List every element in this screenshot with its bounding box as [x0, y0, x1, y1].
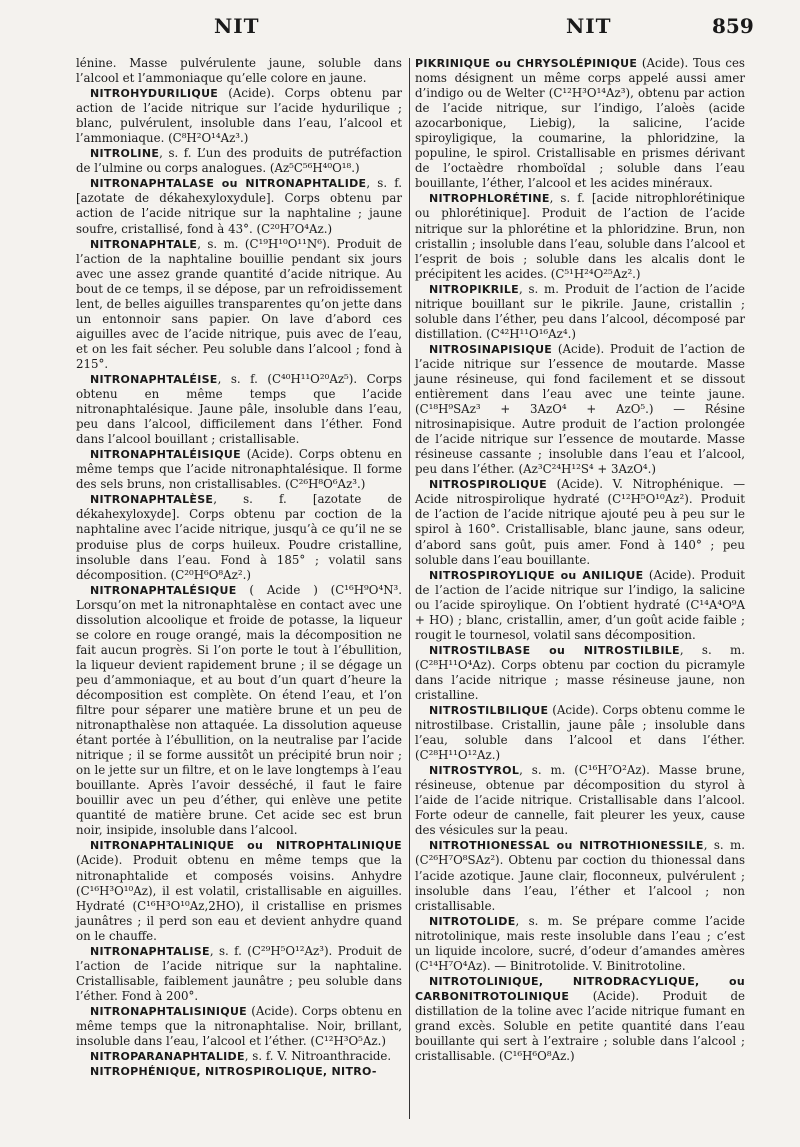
entry-definition: , s. m. Se prépare comme l’acide nitrotolinique, mais reste insoluble dans l’eau ; c’est un liquide incolore, sucré, d’odeur d’amandes amères (C¹⁴H⁷O⁴Az). — Binitrotolide. V. Binitrotoline. — [415, 913, 745, 973]
entry-definition: (Acide). Produit de distillation de la toline avec l’acide nitrique fumant en grand excès. Soluble en petite quantité dans l’eau bouillante qui sert à l’extraire ; soluble dans l’alcool ; cristallisable. (C¹⁶H⁶O⁸Az.) — [415, 988, 745, 1064]
dictionary-entry — [415, 838, 745, 913]
entry-definition: , s. f. L’un des produits de putréfaction de l’ulmine ou corps analogues. (Az⁵C⁵⁶H⁴⁰O¹⁸.) — [76, 146, 402, 176]
dictionary-entry — [415, 56, 745, 191]
entry-headword: NITROPIKRILE — [429, 282, 519, 296]
dictionary-entry — [76, 1049, 402, 1064]
entry-headword: NITROTOLIDE — [429, 914, 516, 928]
dictionary-entry — [76, 56, 402, 86]
entry-definition: (Acide). Tous ces noms désignent un même corps appelé aussi amer d’indigo ou de Welter (C¹²H³O¹⁴Az³), obtenu par action de l’acide nitrique, sur l’indigo, l’aloès (acide azocarbonique, Liebig), la salicine, l’acide spiroyligique, la coumarine, la phloridzine, la populine, le spirol. Cristallisable en prismes dérivant de l’octaèdre rhomboïdal ; soluble dans l’eau bouillante, l’éther, l’alcool et les acides minéraux. — [415, 56, 745, 191]
entry-definition: lénine. Masse pulvérulente jaune, soluble dans l’alcool et l’ammoniaque qu’elle colore en jaune. — [76, 56, 402, 86]
entry-headword: NITRONAPHTALÈSE — [90, 493, 214, 507]
dictionary-entry — [415, 342, 745, 477]
dictionary-entry — [76, 838, 402, 943]
left-column — [76, 56, 402, 1079]
entry-definition: , s. f. [acide nitrophlorétinique ou phlorétinique]. Produit de l’action de l’acide nitrique sur la phlorétine et la phloridzine. Brun, non cristallin ; insoluble dans l’eau, soluble dans l’alcool et l’esprit de bois ; soluble dans les alcalis dont le précipitent les acides. (C⁵¹H²⁴O²⁵Az².) — [415, 191, 745, 281]
entry-headword: NITRONAPHTALISINIQUE — [90, 1004, 247, 1018]
dictionary-entry — [415, 568, 745, 643]
dictionary-entry — [76, 1064, 402, 1079]
dictionary-entry — [415, 282, 745, 342]
entry-headword: NITROHYDURILIQUE — [90, 87, 219, 101]
entry-definition: , s. f. (C²⁹H⁵O¹²Az³). Produit de l’action de l’acide nitrique sur la naphtaline. Cristallisable, faiblement jaunâtre ; peu soluble dans l’éther. Fond à 200°. — [76, 943, 402, 1003]
entry-headword: NITROSTYROL — [429, 764, 520, 778]
entry-headword: NITROSPIROLIQUE — [429, 478, 547, 492]
dictionary-entry — [415, 191, 745, 281]
entry-definition: , s. f. (C⁴⁰H¹¹O²⁰Az⁵). Corps obtenu en même temps que l’acide nitronaphtalésique. Jaune pâle, insoluble dans l’eau, peu dans l’alcool, difficilement dans l’éther. Fond dans l’alcool bouillant ; cristallisable. — [76, 371, 402, 447]
entry-headword: NITRONAPHTALINIQUE ou NITROPHTALINIQUE — [90, 839, 402, 853]
dictionary-entry — [76, 146, 402, 176]
right-column — [415, 56, 745, 1064]
entry-headword: NITROLINE — [90, 147, 160, 161]
dictionary-entry — [415, 477, 745, 567]
entry-definition: ( Acide ) (C¹⁶H⁹O⁴N³. Lorsqu’on met la nitronaphtalèse en contact avec une dissolution alcoolique et froide de potasse, la liqueur se colore en rouge orangé, mais la décomposition ne fait aucun progrès. Si l’on porte le tout à l’ébullition, la liqueur devient rapidement brune ; il se dégage un peu d’ammoniaque, et au bout d’un quart d’heure la décomposition est complète. On étend l’eau, et l’on filtre pour séparer une matière brune et un peu de nitronapthalèse non attaquée. La dissolution aqueuse étant portée à l’ébullition, on la neutralise par l’acide nitrique ; il se forme aussitôt un précipité brun noir ; on le jette sur un filtre, et on le lave longtemps à l’eau bouillante. Après l’avoir desséché, il faut le faire bouillir avec un peu d’éther, qui enlève une petite quantité de matière brune. Cet acide sec est brun noir, insipide, insoluble dans l’alcool. — [76, 582, 402, 838]
entry-headword: NITRONAPHTALASE ou NITRONAPHTALIDE — [90, 177, 367, 191]
entry-headword: NITROSPIROYLIQUE ou ANILIQUE — [429, 568, 644, 582]
entry-definition: , s. f. [azotate de dékahexyloxydule]. Corps obtenu par action de l’acide nitrique sur la naphtaline ; jaune soufre, cristallisé, fond à 43°. (C²⁰H⁷O⁴Az.) — [76, 176, 402, 236]
dictionary-entry — [415, 974, 745, 1064]
entry-headword: NITROPARANAPHTALIDE — [90, 1050, 245, 1064]
entry-definition: , s. m. (C²⁸H¹¹O⁴Az). Corps obtenu par coction du picramyle dans l’acide nitrique ; masse résineuse jaune, non cristalline. — [415, 642, 745, 702]
entry-definition: (Acide). Corps obtenu par action de l’acide nitrique sur l’acide hydurilique ; blanc, pulvérulent, insoluble dans l’eau, l’alcool et l’ammoniaque. (C⁸H²O¹⁴Az³.) — [76, 86, 402, 146]
entry-definition: , s. m. (C¹⁶H⁷O²Az). Masse brune, résineuse, obtenue par décomposition du styrol à l’aide de l’acide nitrique. Cristallisable dans l’alcool. Forte odeur de cannelle, fait pleurer les yeux, cause des vésicules sur la peau. — [415, 763, 745, 838]
dictionary-entry — [415, 763, 745, 838]
entry-definition: (Acide). Corps obtenu comme le nitrostilbase. Cristallin, jaune pâle ; insoluble dans l’eau, soluble dans l’alcool et dans l’éther. (C²⁸H¹¹O¹²Az.) — [415, 703, 745, 763]
dictionary-entry — [76, 583, 402, 839]
entry-headword: NITRONAPHTALÉISIQUE — [90, 448, 241, 462]
entry-definition: (Acide). Corps obtenu en même temps que la nitronaphtalise. Noir, brillant, insoluble dans l’eau, l’alcool et l’éther. (C¹²H³O⁵Az.) — [76, 1003, 402, 1049]
page-number: 859 — [712, 14, 754, 38]
entry-headword: NITROPHLORÉTINE — [429, 192, 550, 206]
header-right-word: NIT — [566, 14, 612, 38]
entry-definition: (Acide). Corps obtenu en même temps que l’acide nitronaphtalésique. Il forme des sels bruns, non cristallisables. (C²⁶H⁸O⁶Az³.) — [76, 447, 402, 492]
entry-headword: NITRONAPHTALISE — [90, 944, 210, 958]
entry-definition: , s. f. V. Nitroanthracide. — [244, 1049, 392, 1064]
entry-definition: , s. m. (C¹⁹H¹⁰O¹¹N⁶). Produit de l’action de la naphtaline bouillie pendant six jours avec une assez grande quantité d’acide nitrique. Au bout de ce temps, il se dépose, par un refroidissement lent, de belles aiguilles transparentes qu’on jette dans un entonnoir sans papier. On lave d’abord ces aiguilles avec de l’acide nitrique, puis avec de l’eau, et on les fait sécher. Peu soluble dans l’alcool ; fond à 215°. — [76, 236, 402, 371]
dictionary-entry — [76, 176, 402, 236]
dictionary-entry — [76, 492, 402, 582]
entry-definition: , s. f. [azotate de dékahexyloxyde]. Corps obtenu par coction de la naphtaline avec l’acide nitrique, jusqu’à ce qu’il ne se produise plus de corps huileux. Poudre cristalline, insoluble dans l’eau. Fond à 185° ; volatil sans décomposition. (C²⁰H⁶O⁸Az².) — [76, 492, 402, 582]
entry-headword: PIKRINIQUE ou CHRYSOLÉPINIQUE — [415, 57, 638, 70]
entry-headword: NITROPHÉNIQUE, NITROSPIROLIQUE, NITRO- — [90, 1065, 377, 1079]
entry-headword: NITROTOLINIQUE, NITRODRACYLIQUE, ou CARBONITROTOLINIQUE — [415, 974, 745, 1003]
header-left-word: NIT — [214, 14, 260, 38]
dictionary-entry — [76, 372, 402, 447]
entry-definition: (Acide). Produit de l’action de l’acide nitrique sur l’essence de moutarde. Masse jaune résineuse, qui fond facilement et se dissout entièrement dans l’eau avec une teinte jaune. (C¹⁸H⁹SAz³ + 3AzO⁴ + AzO⁵.) — Résine nitrosinapisique. Autre produit de l’action prolongée de l’acide nitrique sur l’essence de moutarde. Masse résineuse cassante ; insoluble dans l’eau et l’alcool, peu dans l’éther. (Az³C²⁴H¹²S⁴ + 3AzO⁴.) — [415, 341, 745, 477]
entry-headword: NITRONAPHTALE — [90, 237, 198, 251]
entry-definition: , s. m. Produit de l’action de l’acide nitrique bouillant sur le pikrile. Jaune, cristallin ; soluble dans l’éther, peu dans l’alcool, décomposé par distillation. (C⁴²H¹¹O¹⁶Az⁴.) — [415, 281, 745, 341]
entry-definition: (Acide). Produit de l’action de l’acide nitrique sur l’indigo, la salicine ou l’acide spiroylique. On l’obtient hydraté (C¹⁴A⁴O⁹A + HO) ; blanc, cristallin, amer, d’un goût acide faible ; rougit le tournesol, volatil sans décomposition. — [415, 567, 746, 642]
entry-definition: (Acide). V. Nitrophénique. — Acide nitrospirolique hydraté (C¹²H⁵O¹⁰Az²). Produit de l’action de l’acide nitrique ajouté peu à peu sur le spirol à 160°. Cristallisable, blanc jaune, sans odeur, d’abord sans goût, puis amer. Fond à 140° ; peu soluble dans l’eau bouillante. — [415, 477, 745, 567]
running-header — [0, 8, 800, 48]
column-divider — [409, 58, 410, 1119]
dictionary-entry — [76, 237, 402, 372]
entry-headword: NITROTHIONESSAL ou NITROTHIONESSILE — [429, 839, 704, 853]
entry-headword: NITROSINAPISIQUE — [429, 342, 553, 356]
entry-definition: (Acide). Produit obtenu en même temps que la nitronaphtalide et composés voisins. Anhydre (C¹⁶H³O¹⁰Az), il est volatil, cristallisable en aiguilles. Hydraté (C¹⁶H³O¹⁰Az,2HO), il cristallise en prismes jaunâtres ; il perd son eau et devient anhydre quand on le chauffe. — [76, 853, 402, 943]
entry-headword: NITROSTILBILIQUE — [429, 704, 549, 718]
dictionary-entry — [76, 447, 402, 492]
dictionary-entry — [415, 703, 745, 763]
dictionary-entry — [415, 643, 745, 703]
dictionary-entry — [76, 86, 402, 146]
dictionary-entry — [76, 1004, 402, 1049]
entry-headword: NITRONAPHTALÉSIQUE — [90, 583, 237, 597]
dictionary-entry — [415, 914, 745, 974]
dictionary-entry — [76, 944, 402, 1004]
entry-headword: NITRONAPHTALÉISE — [90, 372, 218, 386]
entry-definition: , s. m. (C²⁶H⁷O⁸SAz²). Obtenu par coction du thionessal dans l’acide azotique. Jaune clair, floconneux, pulvérulent ; insoluble dans l’eau, l’éther et l’alcool ; non cristallisable. — [415, 838, 745, 913]
entry-headword: NITROSTILBASE ou NITROSTILBILE — [429, 643, 680, 657]
